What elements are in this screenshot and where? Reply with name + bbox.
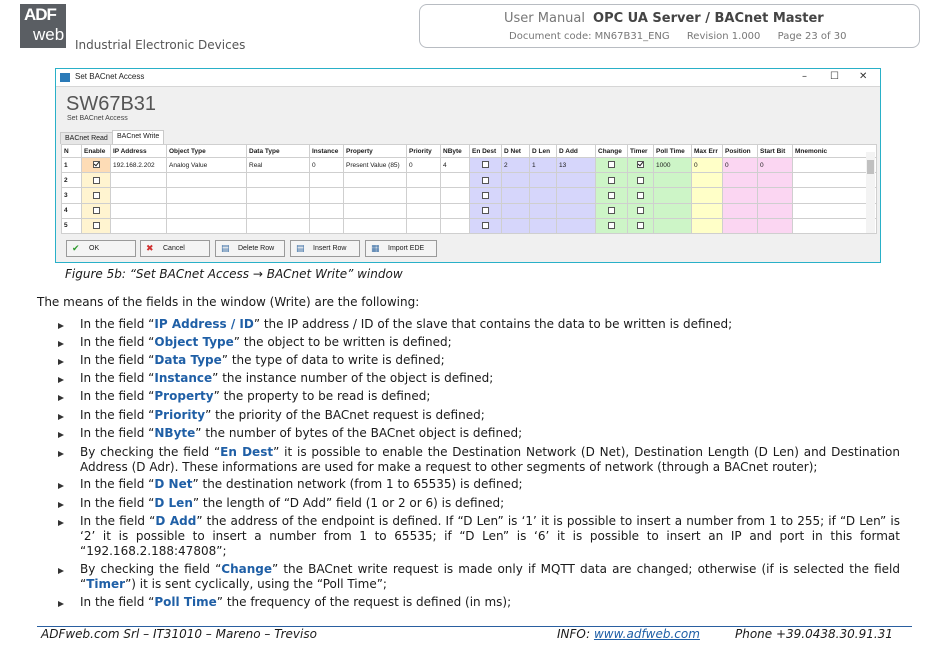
object-type-cell[interactable]: [167, 203, 247, 218]
manual-heading: [504, 11, 824, 26]
table-row[interactable]: [62, 218, 877, 233]
list-item: [80, 562, 900, 592]
object-type-cell[interactable]: [167, 188, 247, 203]
n-cell: 1: [62, 158, 82, 173]
list-item: [80, 426, 900, 441]
en-dest-cell[interactable]: [470, 158, 502, 173]
timer-cell[interactable]: [628, 218, 654, 233]
list-item: [80, 514, 900, 559]
description-text: In the field “: [80, 371, 155, 385]
insert-row-button[interactable]: [290, 240, 360, 257]
timer-cell[interactable]: [628, 173, 654, 188]
n-cell: 4: [62, 203, 82, 218]
column-header: Property: [344, 145, 407, 158]
column-header: NByte: [441, 145, 470, 158]
import-icon: ▦: [371, 244, 380, 254]
column-header: D Net: [502, 145, 530, 158]
revision: Revision 1.000: [686, 31, 761, 42]
en-dest-checkbox[interactable]: [482, 177, 489, 184]
figure-caption: Figure 5b: “Set BACnet Access → BACnet Write” window: [65, 267, 403, 281]
en-dest-cell[interactable]: [470, 218, 502, 233]
intro-text: The means of the fields in the window (Write) are the following:: [37, 295, 420, 309]
description-text: ” the number of bytes of the BACnet object is defined;: [195, 426, 523, 440]
ip-cell[interactable]: [111, 188, 167, 203]
poll-time-cell[interactable]: [654, 188, 692, 203]
table-row[interactable]: [62, 203, 877, 218]
n-cell: 5: [62, 218, 82, 233]
description-text: In the field “: [80, 595, 155, 609]
minimize-button[interactable]: –: [802, 71, 807, 82]
mnemonic-cell[interactable]: [793, 188, 877, 203]
change-checkbox[interactable]: [608, 222, 615, 229]
timer-checkbox[interactable]: [637, 207, 644, 214]
max-err-cell[interactable]: [692, 203, 723, 218]
enable-checkbox[interactable]: [93, 207, 100, 214]
enable-cell[interactable]: [82, 173, 111, 188]
n-cell: 3: [62, 188, 82, 203]
list-item: [80, 445, 900, 475]
instance-cell[interactable]: [310, 218, 344, 233]
list-item: [80, 477, 900, 492]
change-cell[interactable]: [596, 203, 628, 218]
description-text: ” the instance number of the object is defined;: [212, 371, 494, 385]
position-cell[interactable]: [723, 203, 758, 218]
nbyte-cell[interactable]: [441, 203, 470, 218]
column-header: Priority: [407, 145, 441, 158]
nbyte-cell[interactable]: 4: [441, 158, 470, 173]
priority-cell[interactable]: [407, 188, 441, 203]
doc-code: Document code: MN67B31_ENG: [509, 31, 670, 42]
mnemonic-cell[interactable]: [793, 218, 877, 233]
description-text: ”) it is sent cyclically, using the “Poll Time”;: [125, 577, 387, 591]
mnemonic-cell[interactable]: [793, 158, 877, 173]
n-cell: 2: [62, 173, 82, 188]
enable-cell[interactable]: [82, 158, 111, 173]
property-cell[interactable]: [344, 203, 407, 218]
ip-cell[interactable]: [111, 218, 167, 233]
en-dest-cell[interactable]: [470, 203, 502, 218]
description-text: In the field “: [80, 389, 155, 403]
nbyte-cell[interactable]: [441, 173, 470, 188]
description-text: In the field “: [80, 353, 155, 367]
data-type-cell[interactable]: [247, 218, 310, 233]
field-name: Priority: [154, 408, 206, 422]
cancel-button[interactable]: [140, 240, 210, 257]
website-link[interactable]: www.adfweb.com: [593, 627, 700, 641]
cancel-label: Cancel: [163, 245, 185, 252]
column-header: IP Address: [111, 145, 167, 158]
window-title: Set BACnet Access: [75, 72, 145, 81]
position-cell[interactable]: 0: [723, 158, 758, 173]
d-net-cell[interactable]: [502, 218, 530, 233]
start-bit-cell[interactable]: [758, 188, 793, 203]
change-checkbox[interactable]: [608, 192, 615, 199]
column-header: Enable: [82, 145, 111, 158]
description-text: ” the property to be read is defined;: [213, 389, 431, 403]
column-header: Max Err: [692, 145, 723, 158]
description-text: In the field “: [80, 408, 155, 422]
data-type-cell[interactable]: [247, 203, 310, 218]
cross-icon: ✖: [146, 244, 154, 254]
en-dest-checkbox[interactable]: [482, 192, 489, 199]
change-cell[interactable]: [596, 188, 628, 203]
insert-row-label: Insert Row: [313, 245, 347, 252]
grid-scrollbar[interactable]: [866, 152, 875, 233]
description-text: In the field “: [80, 317, 155, 331]
property-cell[interactable]: [344, 188, 407, 203]
instance-cell[interactable]: [310, 203, 344, 218]
field-name: Poll Time: [154, 595, 217, 609]
change-checkbox[interactable]: [608, 207, 615, 214]
en-dest-checkbox[interactable]: [482, 222, 489, 229]
change-cell[interactable]: [596, 218, 628, 233]
manual-title: OPC UA Server / BACnet Master: [593, 11, 824, 26]
d-add-cell[interactable]: [557, 218, 596, 233]
property-cell[interactable]: [344, 218, 407, 233]
d-len-cell[interactable]: [530, 188, 557, 203]
poll-time-cell[interactable]: [654, 173, 692, 188]
ip-cell[interactable]: 192.168.2.202: [111, 158, 167, 173]
manual-label: User Manual: [504, 11, 586, 26]
d-add-cell[interactable]: [557, 188, 596, 203]
start-bit-cell[interactable]: [758, 173, 793, 188]
d-len-cell[interactable]: [530, 203, 557, 218]
maximize-button[interactable]: ☐: [830, 71, 839, 82]
d-add-cell[interactable]: [557, 203, 596, 218]
timer-cell[interactable]: [628, 188, 654, 203]
field-name: IP Address / ID: [154, 317, 254, 331]
logo-text-top: ADF: [24, 5, 56, 24]
data-type-cell[interactable]: Real: [247, 158, 310, 173]
delete-row-button[interactable]: [215, 240, 285, 257]
data-type-cell[interactable]: [247, 173, 310, 188]
column-header: Mnemonic: [793, 145, 877, 158]
enable-cell[interactable]: [82, 188, 111, 203]
field-name: NByte: [154, 426, 196, 440]
start-bit-cell[interactable]: [758, 203, 793, 218]
change-checkbox[interactable]: [608, 161, 615, 168]
priority-cell[interactable]: [407, 173, 441, 188]
field-name: Instance: [154, 371, 213, 385]
en-dest-checkbox[interactable]: [482, 207, 489, 214]
en-dest-checkbox[interactable]: [482, 161, 489, 168]
nbyte-cell[interactable]: [441, 218, 470, 233]
list-item: [80, 496, 900, 511]
column-header: Object Type: [167, 145, 247, 158]
enable-cell[interactable]: [82, 203, 111, 218]
priority-cell[interactable]: [407, 218, 441, 233]
description-text: By checking the field “: [80, 562, 222, 576]
max-err-cell[interactable]: [692, 188, 723, 203]
description-text: ” the destination network (from 1 to 65535) is defined;: [192, 477, 523, 491]
description-text: ” the address of the endpoint is defined. If “D Len” is ‘1’ it is possible to insert a number from 1 to 255; if “D Len” is ‘2’ it is possible to insert a number from 1 to 65535; if “D Len” is ‘6’ it is possible to insert an IP and port in this format “192.168.2.188:47808”;: [80, 514, 900, 558]
import-ede-label: Import EDE: [388, 245, 425, 252]
mnemonic-cell[interactable]: [793, 203, 877, 218]
description-text: ” the frequency of the request is defined (in ms);: [216, 595, 512, 609]
list-item: [80, 317, 900, 332]
timer-checkbox[interactable]: [637, 222, 644, 229]
list-item: [80, 595, 900, 610]
mnemonic-cell[interactable]: [793, 173, 877, 188]
column-header: Position: [723, 145, 758, 158]
description-text: By checking the field “: [80, 445, 221, 459]
table-row[interactable]: [62, 158, 877, 173]
table-row[interactable]: [62, 173, 877, 188]
description-text: ” the BACnet write request is made only if MQTT data are changed; otherwise (if is selected the field “: [80, 562, 900, 591]
field-name: Timer: [86, 577, 126, 591]
start-bit-cell[interactable]: [758, 218, 793, 233]
d-add-cell[interactable]: 13: [557, 158, 596, 173]
column-header: D Len: [530, 145, 557, 158]
delete-row-label: Delete Row: [238, 245, 275, 252]
en-dest-cell[interactable]: [470, 188, 502, 203]
description-text: ” it is possible to enable the Destination Network (D Net), Destination Length (D Len) and Destination Address (D Adr). These informations are used for make a request to other segments of network (through a BACnet router);: [80, 445, 900, 474]
grid-header-row: [62, 145, 877, 158]
footer-info-label: INFO:: [557, 627, 591, 641]
footer-info: [557, 627, 700, 641]
close-button[interactable]: ✕: [859, 71, 868, 82]
doc-info: [509, 31, 860, 42]
description-text: ” the length of “D Add” field (1 or 2 or 6) is defined;: [192, 496, 505, 510]
list-item: [80, 371, 900, 386]
ip-cell[interactable]: [111, 203, 167, 218]
page-number: Page 23 of 30: [777, 31, 847, 42]
list-item: [80, 335, 900, 350]
app-icon: [60, 73, 70, 82]
import-ede-button[interactable]: [365, 240, 437, 257]
description-text: ” the IP address / ID of the slave that contains the data to be written is defined;: [253, 317, 733, 331]
d-len-cell[interactable]: 1: [530, 158, 557, 173]
d-net-cell[interactable]: [502, 188, 530, 203]
instance-cell[interactable]: [310, 173, 344, 188]
logo-text-bottom: web: [33, 25, 65, 44]
object-type-cell[interactable]: [167, 173, 247, 188]
column-header: Start Bit: [758, 145, 793, 158]
adfweb-logo: [20, 4, 66, 48]
field-name: Data Type: [154, 353, 222, 367]
d-add-cell[interactable]: [557, 173, 596, 188]
description-text: In the field “: [80, 335, 155, 349]
property-cell[interactable]: Present Value (85): [344, 158, 407, 173]
description-text: ” the priority of the BACnet request is defined;: [205, 408, 485, 422]
scrollbar-thumb[interactable]: [867, 160, 874, 174]
description-text: In the field “: [80, 426, 155, 440]
position-cell[interactable]: [723, 188, 758, 203]
column-header: D Add: [557, 145, 596, 158]
property-cell[interactable]: [344, 173, 407, 188]
app-name: SW67B31: [66, 93, 157, 115]
en-dest-cell[interactable]: [470, 173, 502, 188]
description-text: In the field “: [80, 496, 155, 510]
start-bit-cell[interactable]: 0: [758, 158, 793, 173]
d-net-cell[interactable]: 2: [502, 158, 530, 173]
insert-row-icon: ▤: [296, 244, 305, 254]
d-len-cell[interactable]: [530, 218, 557, 233]
bacnet-write-grid: [61, 144, 877, 234]
list-item: [80, 389, 900, 404]
ok-label: OK: [89, 245, 100, 252]
list-item: [80, 408, 900, 423]
field-name: Object Type: [154, 335, 234, 349]
table-row[interactable]: [62, 188, 877, 203]
checkmark-icon: ✔: [72, 244, 80, 254]
change-checkbox[interactable]: [608, 177, 615, 184]
column-header: Timer: [628, 145, 654, 158]
instance-cell[interactable]: [310, 188, 344, 203]
footer-phone: Phone +39.0438.30.91.31: [735, 627, 893, 641]
data-type-cell[interactable]: [247, 188, 310, 203]
ip-cell[interactable]: [111, 173, 167, 188]
priority-cell[interactable]: 0: [407, 158, 441, 173]
position-cell[interactable]: [723, 173, 758, 188]
change-cell[interactable]: [596, 173, 628, 188]
d-len-cell[interactable]: [530, 173, 557, 188]
enable-checkbox[interactable]: [93, 161, 100, 168]
description-text: In the field “: [80, 514, 156, 528]
instance-cell[interactable]: 0: [310, 158, 344, 173]
enable-checkbox[interactable]: [93, 192, 100, 199]
object-type-cell[interactable]: [167, 218, 247, 233]
list-item: [80, 353, 900, 368]
position-cell[interactable]: [723, 218, 758, 233]
field-name: En Dest: [220, 445, 274, 459]
field-name: Property: [154, 389, 214, 403]
object-type-cell[interactable]: Analog Value: [167, 158, 247, 173]
max-err-cell[interactable]: [692, 218, 723, 233]
nbyte-cell[interactable]: [441, 188, 470, 203]
poll-time-cell[interactable]: [654, 203, 692, 218]
description-text: ” the type of data to write is defined;: [221, 353, 445, 367]
tab-bacnet-read[interactable]: BACnet Read: [60, 132, 113, 144]
timer-cell[interactable]: [628, 203, 654, 218]
column-header: Poll Time: [654, 145, 692, 158]
priority-cell[interactable]: [407, 203, 441, 218]
d-net-cell[interactable]: [502, 173, 530, 188]
poll-time-cell[interactable]: [654, 218, 692, 233]
description-text: ” the object to be written is defined;: [233, 335, 452, 349]
timer-checkbox[interactable]: [637, 177, 644, 184]
window-titlebar: [56, 69, 880, 87]
field-name: Change: [221, 562, 273, 576]
column-header: Data Type: [247, 145, 310, 158]
app-subtitle: Set BACnet Access: [67, 115, 128, 122]
column-header: Change: [596, 145, 628, 158]
max-err-cell[interactable]: [692, 173, 723, 188]
enable-checkbox[interactable]: [93, 222, 100, 229]
description-text: In the field “: [80, 477, 155, 491]
d-net-cell[interactable]: [502, 203, 530, 218]
poll-time-cell[interactable]: 1000: [654, 158, 692, 173]
timer-checkbox[interactable]: [637, 192, 644, 199]
delete-row-icon: ▤: [221, 244, 230, 254]
field-name: D Net: [154, 477, 193, 491]
change-cell[interactable]: [596, 158, 628, 173]
column-header: N: [62, 145, 82, 158]
footer-company: ADFweb.com Srl – IT31010 – Mareno – Treviso: [41, 627, 317, 641]
ok-button[interactable]: [66, 240, 136, 257]
header-box: [419, 4, 920, 48]
timer-cell[interactable]: [628, 158, 654, 173]
enable-checkbox[interactable]: [93, 177, 100, 184]
field-name: D Len: [154, 496, 193, 510]
field-name: D Add: [155, 514, 197, 528]
timer-checkbox[interactable]: [637, 161, 644, 168]
max-err-cell[interactable]: 0: [692, 158, 723, 173]
enable-cell[interactable]: [82, 218, 111, 233]
tagline: Industrial Electronic Devices: [75, 38, 246, 52]
column-header: En Dest: [470, 145, 502, 158]
set-bacnet-access-window: [55, 68, 881, 263]
column-header: Instance: [310, 145, 344, 158]
tab-bacnet-write[interactable]: BACnet Write: [112, 130, 164, 144]
